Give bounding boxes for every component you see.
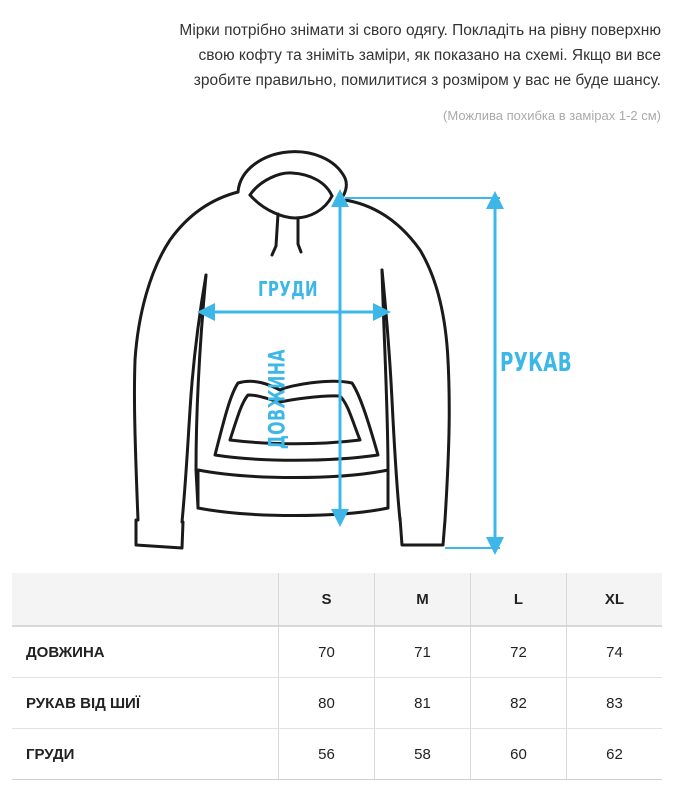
header-size-l: L [471,573,567,626]
table-cell: 58 [375,729,471,780]
table-cell: 71 [375,626,471,678]
table-cell: 82 [471,678,567,729]
table-cell: 56 [279,729,375,780]
row-label: РУКАВ ВІД ШИЇ [12,678,279,729]
table-cell: 83 [567,678,663,729]
sleeve-label: РУКАВ [500,348,572,378]
row-label: ДОВЖИНА [12,626,279,678]
table-cell: 74 [567,626,663,678]
intro-line-2: свою кофту та зніміть заміри, як показано на схемі. Якщо ви все [198,47,661,64]
drawstring-right [298,218,301,252]
right-cuff [400,518,445,545]
intro-text [21,18,661,93]
neck-opening [250,195,332,218]
size-table [12,573,662,780]
length-label: ДОВЖИНА [265,348,291,450]
table-cell: 70 [279,626,375,678]
table-cell: 62 [567,729,663,780]
hoodie-diagram [120,140,580,560]
row-label: ГРУДИ [12,729,279,780]
measurement-note: (Можлива похибка в замірах 1-2 см) [443,108,661,123]
size-table-header [12,573,662,626]
drawstring-left [272,214,278,255]
intro-line-3: зробите правильно, помилитися з розміром у вас не буде шансу. [193,72,661,89]
table-cell: 80 [279,678,375,729]
header-blank [12,573,279,626]
intro-line-1: Мірки потрібно знімати зі свого одягу. Покладіть на рівну поверхню [179,22,661,39]
waistband [198,470,388,516]
left-cuff [136,520,183,548]
hood-inner [250,173,332,196]
header-size-xl: XL [567,573,663,626]
header-size-m: M [375,573,471,626]
table-row [12,626,662,678]
chest-label: ГРУДИ [258,277,318,301]
table-cell: 60 [471,729,567,780]
table-row [12,729,662,780]
table-cell: 81 [375,678,471,729]
table-row [12,678,662,729]
header-size-s: S [279,573,375,626]
table-cell: 72 [471,626,567,678]
